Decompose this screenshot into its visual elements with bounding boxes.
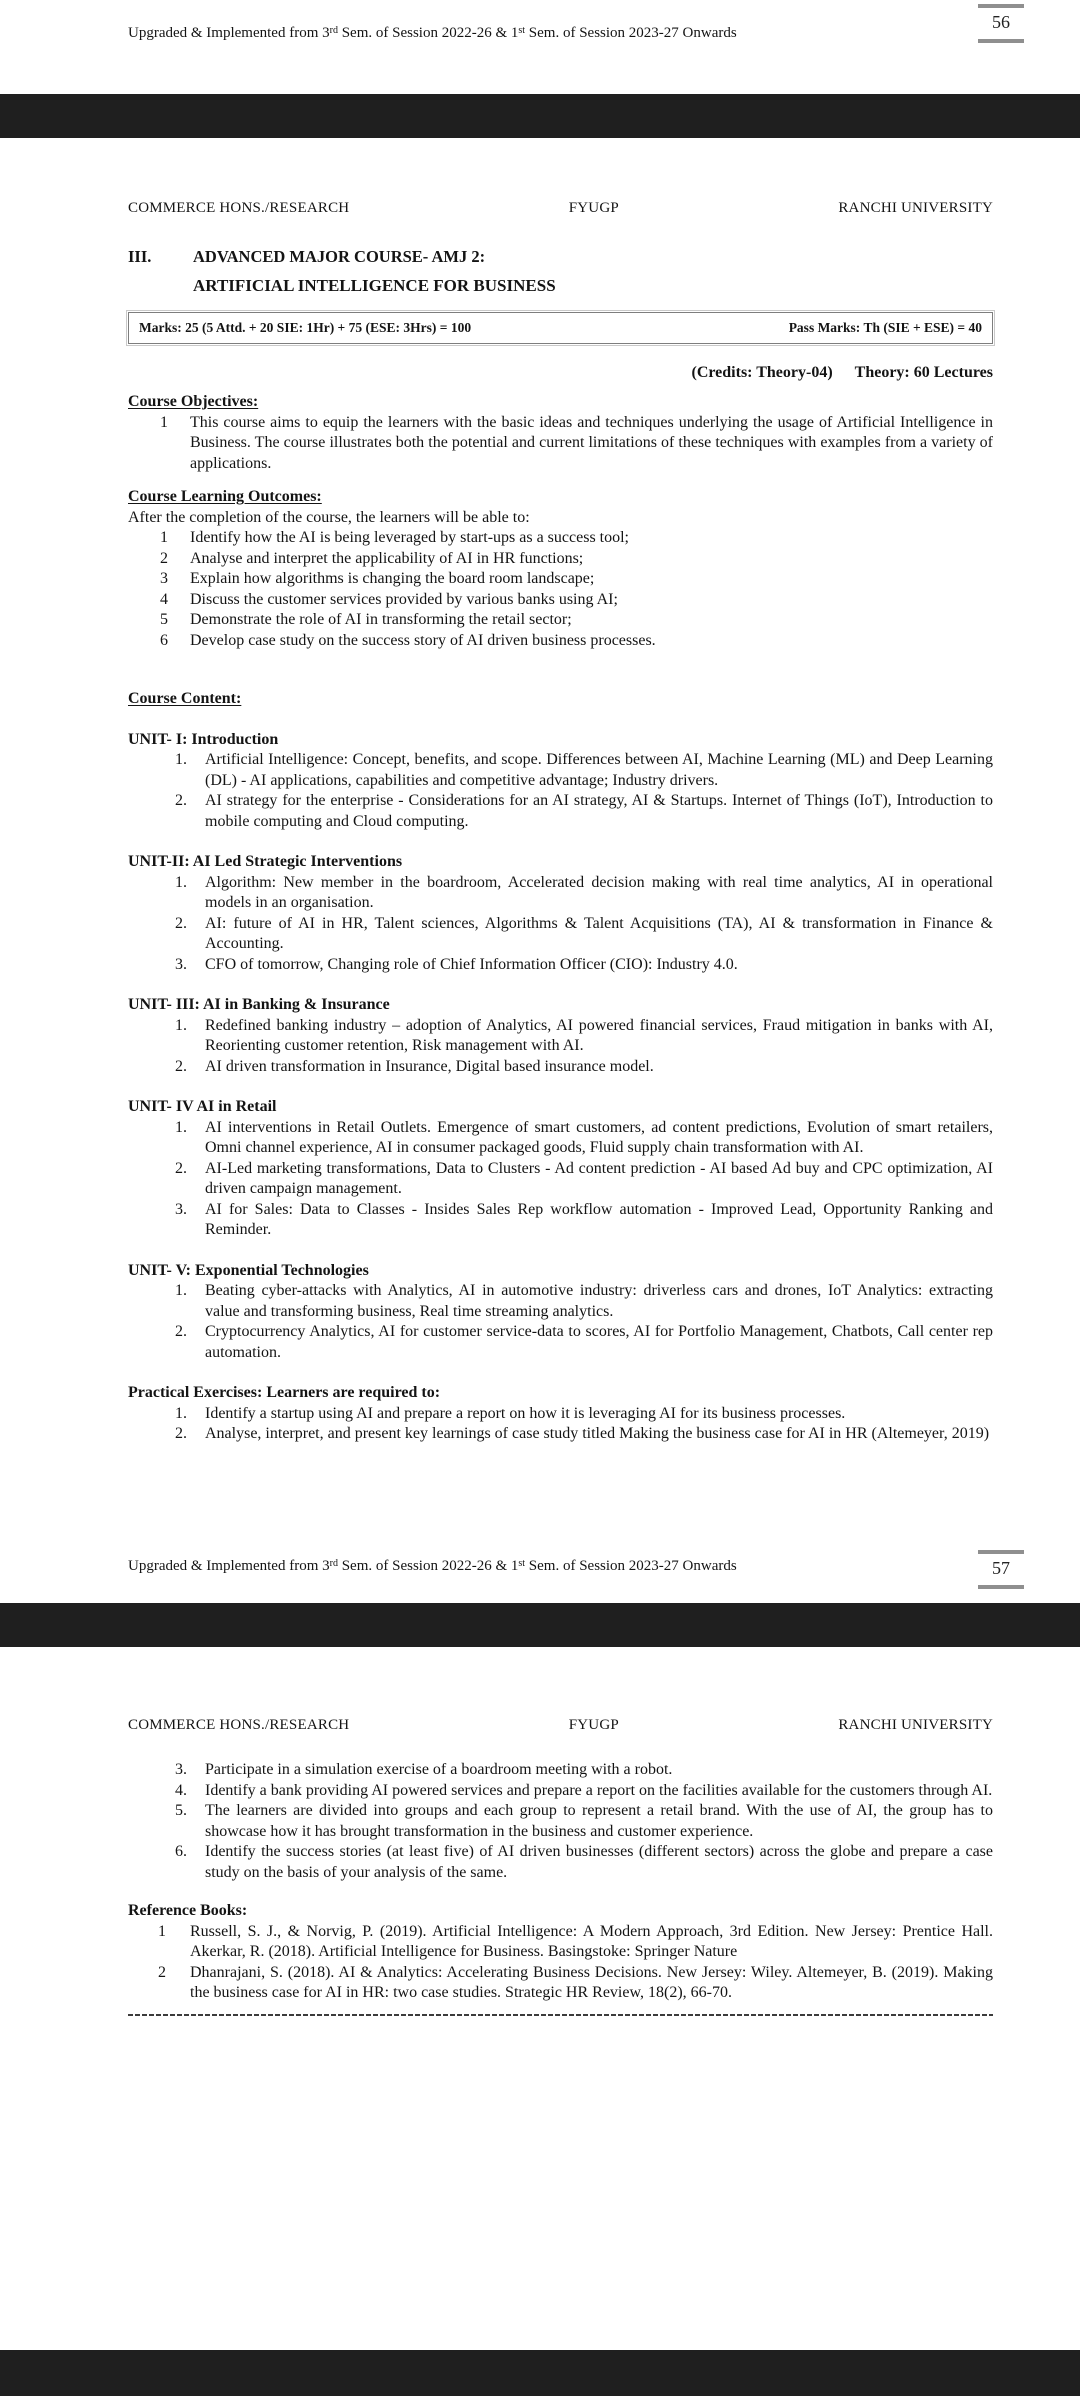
list-item-text: AI: future of AI in HR, Talent sciences, Algorithms & Talent Acquisitions (TA), AI & transformation in Finance & Accounting. (205, 914, 993, 952)
list-item-text: Dhanrajani, S. (2018). AI & Analytics: Accelerating Business Decisions. New Jersey: Wiley. Altemeyer, B. (2019). Making the business case for AI in HR: two case studies. Strategic HR Review, 18(2), 66-70. (190, 1963, 993, 2001)
institution-right: RANCHI UNIVERSITY (838, 200, 993, 216)
unit-topic-item (128, 1118, 993, 1159)
practical-exercises (128, 1383, 993, 1445)
practical-item (128, 1801, 993, 1842)
list-item-text: Demonstrate the role of AI in transforming the retail sector; (190, 611, 572, 628)
revision-note-text: Sem. of Session 2023-27 Onwards (525, 25, 737, 41)
outcome-item (128, 610, 993, 631)
unit-items (128, 1118, 993, 1241)
unit-block (128, 730, 993, 833)
page-57 (0, 1647, 1080, 2350)
list-item-text: AI interventions in Retail Outlets. Emergence of smart customers, ad content predictions, Evolution of smart retailers, Omni channel experience, AI in consumer packaged goods, Fluid supply chain transformation with AI. (205, 1118, 993, 1156)
outcomes-intro: After the completion of the course, the learners will be able to: (128, 508, 530, 526)
list-item-number: 4 (160, 590, 168, 608)
list-item-number: 1 (160, 529, 168, 546)
list-item-text: This course aims to equip the learners with the basic ideas and techniques underlying the usage of Artificial Intelligence in Business. The course illustrates both the potential and current limitations of these techniques with examples from a variety of applications. (190, 413, 993, 472)
list-item-text: Analyse and interpret the applicability of AI in HR functions; (190, 549, 584, 567)
unit-topic-item (128, 955, 993, 976)
list-item-text: Identify a bank providing AI powered services and prepare a report on the facilities available for the customers through AI. (205, 1781, 993, 1799)
unit-topic-item (128, 1057, 993, 1078)
page-number-badge: 56 (978, 4, 1024, 43)
unit-topic-item (128, 1281, 993, 1322)
course-heading (128, 247, 993, 267)
reference-books (128, 1901, 993, 2004)
list-item-number: 2. (175, 914, 187, 932)
practical-item (128, 1404, 993, 1425)
institution-row (128, 1717, 993, 1734)
revision-note-text: Sem. of Session 2022-26 & 1 (337, 25, 519, 41)
page-separator-bar (0, 2350, 1080, 2396)
unit-topic-item (128, 791, 993, 832)
unit-topic-item (128, 1016, 993, 1057)
list-item-text: Identify how the AI is being leveraged by start-ups as a success tool; (190, 529, 629, 546)
unit-topic-item (128, 750, 993, 791)
revision-note-text: Upgraded & Implemented from 3 (128, 25, 330, 41)
unit-block (128, 852, 993, 975)
page56-top-strip (0, 0, 1080, 94)
unit-topic-item (128, 914, 993, 955)
theory-lectures-label: Theory: 60 Lectures (854, 364, 993, 381)
list-item-text: Participate in a simulation exercise of a boardroom meeting with a robot. (205, 1761, 673, 1778)
page-separator-bar (0, 94, 1080, 138)
practical-item (128, 1760, 993, 1781)
list-item-number: 5. (175, 1802, 187, 1819)
list-item-number: 1. (175, 1118, 187, 1136)
list-item-text: Identify the success stories (at least five) of AI driven businesses (different sectors) across the globe and prepare a case study on the basis of your analysis of the same. (205, 1843, 993, 1881)
objectives-heading: Course Objectives: (128, 393, 259, 410)
list-item-number: 1. (175, 873, 187, 891)
list-item-number: 1. (175, 1282, 187, 1299)
list-item-number: 2 (160, 549, 168, 567)
unit-topic-item (128, 1159, 993, 1200)
unit-title: UNIT- V: Exponential Technologies (128, 1261, 369, 1279)
institution-right: RANCHI UNIVERSITY (838, 1717, 993, 1733)
list-item-text: AI-Led marketing transformations, Data to Clusters - Ad content prediction - AI based Ad buy and CPC optimization, AI driven campaign management. (205, 1159, 993, 1197)
list-item-number: 2. (175, 792, 187, 809)
list-item-number: 6 (160, 631, 168, 649)
list-item-text: AI strategy for the enterprise - Considerations for an AI strategy, AI & Startups. Internet of Things (IoT), Introduction to mobile computing and Cloud computing. (205, 792, 993, 830)
pass-marks-label: Pass Marks: Th (SIE + ESE) = 40 (788, 320, 982, 335)
institution-left: COMMERCE HONS./RESEARCH (128, 1717, 350, 1733)
list-item-number: 5 (160, 611, 168, 628)
institution-row (128, 200, 993, 217)
institution-left: COMMERCE HONS./RESEARCH (128, 200, 350, 216)
list-item-number: 6. (175, 1843, 187, 1860)
outcomes-list (128, 528, 993, 651)
reference-list (128, 1922, 993, 2004)
practical-item (128, 1842, 993, 1883)
practical-heading: Practical Exercises: Learners are required to: (128, 1384, 441, 1401)
list-item-text: Algorithm: New member in the boardroom, Accelerated decision making with real time analytics, AI in operational models in an organisation. (205, 873, 993, 911)
list-item-number: 2 (158, 1963, 166, 1981)
list-item-text: Develop case study on the success story of AI driven business processes. (190, 631, 656, 649)
reference-heading: Reference Books: (128, 1902, 248, 1919)
list-item-number: 1. (175, 1016, 187, 1034)
unit-title: UNIT- I: Introduction (128, 730, 279, 748)
list-item-number: 3. (175, 1761, 187, 1778)
course-content-heading: Course Content: (128, 690, 242, 707)
unit-topic-item (128, 1200, 993, 1241)
page-separator-bar (0, 1603, 1080, 1647)
unit-block (128, 1261, 993, 1364)
list-item-number: 1 (158, 1922, 166, 1940)
list-item-text: CFO of tomorrow, Changing role of Chief Information Officer (CIO): Industry 4.0. (205, 955, 738, 973)
objectives-list (128, 413, 993, 475)
list-item-number: 4. (175, 1781, 187, 1799)
practical-list (128, 1404, 993, 1445)
outcome-item (128, 549, 993, 570)
reference-item (128, 1922, 993, 1963)
bottom-margin (0, 2396, 1080, 2400)
list-item-text: Artificial Intelligence: Concept, benefits, and scope. Differences between AI, Machine Learning (ML) and Deep Learning (DL) - AI applications, capabilities and competitive advantage; Industry drivers. (205, 751, 993, 789)
outcome-item (128, 631, 993, 652)
page56-footer (128, 1558, 993, 1575)
list-item-number: 1 (160, 413, 168, 431)
list-item-number: 3. (175, 955, 187, 973)
ordinal-superscript: rd (329, 25, 338, 36)
page-56 (0, 138, 1080, 1603)
list-item-text: Discuss the customer services provided by various banks using AI; (190, 590, 618, 608)
outcome-item (128, 590, 993, 611)
revision-note-text: Upgraded & Implemented from 3 (128, 1558, 330, 1574)
practical-list-continued (128, 1760, 993, 1883)
marks-box (128, 312, 993, 344)
dashed-divider (128, 2014, 993, 2016)
page-number-badge: 57 (978, 1550, 1024, 1589)
revision-note-text: Sem. of Session 2022-26 & 1 (337, 1558, 519, 1574)
ordinal-superscript: st (518, 1558, 526, 1569)
list-item-number: 1. (175, 751, 187, 768)
ordinal-superscript: st (518, 25, 526, 36)
ordinal-superscript: rd (329, 1558, 338, 1569)
list-item-number: 3 (160, 570, 168, 587)
credits-row (128, 364, 993, 382)
course-subtitle: ARTIFICIAL INTELLIGENCE FOR BUSINESS (193, 276, 556, 295)
list-item-number: 3. (175, 1200, 187, 1218)
list-item-text: AI driven transformation in Insurance, Digital based insurance model. (205, 1057, 654, 1075)
list-item-number: 2. (175, 1425, 187, 1442)
list-item-text: Beating cyber-attacks with Analytics, AI in automotive industry: driverless cars and drones, IoT Analytics: extracting value and transforming business, Real time streaming analytics. (205, 1282, 993, 1320)
reference-item (128, 1963, 993, 2004)
list-item-text: Identify a startup using AI and prepare a report on how it is leveraging AI for its business processes. (205, 1404, 846, 1422)
objective-item (128, 413, 993, 475)
outcome-item (128, 569, 993, 590)
list-item-text: Explain how algorithms is changing the board room landscape; (190, 570, 595, 587)
list-item-number: 2. (175, 1057, 187, 1075)
outcomes-heading: Course Learning Outcomes: (128, 488, 322, 505)
course-roman-numeral: III. (128, 247, 152, 266)
list-item-text: Redefined banking industry – adoption of Analytics, AI powered financial services, Fraud mitigation in banks with AI, Reorienting customer retention, Risk management with AI. (205, 1016, 993, 1054)
practical-item (128, 1424, 993, 1445)
list-item-text: Cryptocurrency Analytics, AI for customer service-data to scores, AI for Portfolio Management, Chatbots, Call center rep automation. (205, 1323, 993, 1361)
units-list (128, 710, 993, 1364)
credits-label: (Credits: Theory-04) (691, 364, 833, 381)
footer-revision-note (128, 1558, 737, 1574)
institution-center: FYUGP (568, 200, 619, 216)
practical-item (128, 1781, 993, 1802)
unit-block (128, 995, 993, 1077)
list-item-text: Russell, S. J., & Norvig, P. (2019). Artificial Intelligence: A Modern Approach, 3rd Edition. New Jersey: Prentice Hall. Akerkar, R. (2018). Artificial Intelligence for Business. Basingstoke: Springer Nature (190, 1922, 993, 1960)
unit-title: UNIT-II: AI Led Strategic Interventions (128, 853, 403, 870)
unit-items (128, 1016, 993, 1078)
unit-topic-item (128, 1322, 993, 1363)
unit-title: UNIT- IV AI in Retail (128, 1098, 277, 1115)
unit-block (128, 1097, 993, 1241)
list-item-number: 2. (175, 1323, 187, 1340)
unit-items (128, 873, 993, 976)
list-item-text: Analyse, interpret, and present key learnings of case study titled Making the business case for AI in HR (Altemeyer, 2019) (205, 1425, 990, 1442)
marks-label: Marks: 25 (5 Attd. + 20 SIE: 1Hr) + 75 (ESE: 3Hrs) = 100 (139, 320, 472, 335)
revision-note-text: Sem. of Session 2023-27 Onwards (525, 1558, 737, 1574)
unit-items (128, 750, 993, 832)
unit-items (128, 1281, 993, 1363)
list-item-number: 1. (175, 1404, 187, 1422)
list-item-number: 2. (175, 1159, 187, 1177)
list-item-text: AI for Sales: Data to Classes - Insides Sales Rep workflow automation - Improved Lead, Opportunity Ranking and Reminder. (205, 1200, 993, 1238)
revision-note (128, 25, 737, 42)
institution-center: FYUGP (568, 1717, 619, 1733)
unit-topic-item (128, 873, 993, 914)
outcome-item (128, 528, 993, 549)
list-item-text: The learners are divided into groups and each group to represent a retail brand. With the use of AI, the group has to showcase how it has brought transformation in the business and customer experience. (205, 1802, 993, 1840)
course-title: ADVANCED MAJOR COURSE- AMJ 2: (193, 247, 486, 266)
unit-title: UNIT- III: AI in Banking & Insurance (128, 996, 390, 1013)
